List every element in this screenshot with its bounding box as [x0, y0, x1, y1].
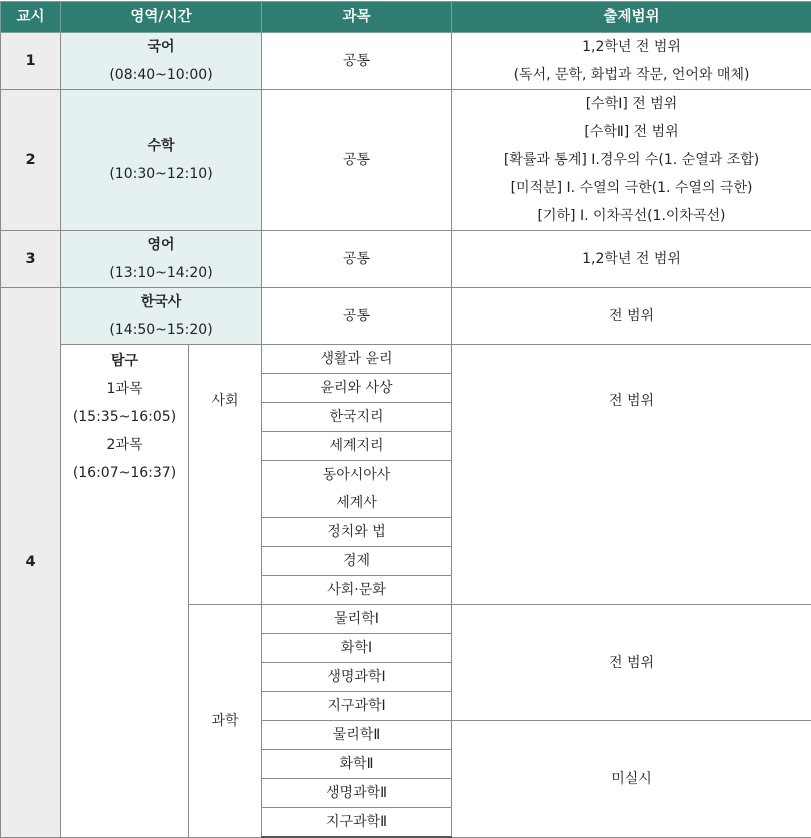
area-name: 수학	[61, 132, 261, 160]
header-area-time: 영역/시간	[61, 2, 262, 33]
period-1-row	[1, 33, 811, 90]
period-3-number: 3	[1, 231, 61, 288]
subject-cell: 세계지리	[262, 432, 452, 461]
period-3-area	[61, 231, 262, 288]
area-time: (14:50~15:20)	[61, 316, 261, 344]
area-time: (08:40~10:00)	[61, 61, 261, 89]
science-label: 과학	[189, 605, 262, 838]
period-2-range	[452, 90, 811, 231]
header-period: 교시	[1, 2, 61, 33]
inquiry-line: 1과목	[61, 375, 188, 403]
subject-cell: 생활과 윤리	[262, 345, 452, 374]
period-3-range: 1,2학년 전 범위	[452, 231, 811, 288]
period-4-number: 4	[1, 288, 61, 838]
period-2-number: 2	[1, 90, 61, 231]
social-label: 사회	[189, 345, 262, 605]
subject-cell: 생명과학Ⅱ	[262, 779, 452, 808]
subject-cell: 화학Ⅱ	[262, 750, 452, 779]
subject-cell: 지구과학Ⅱ	[262, 808, 452, 838]
range-line: (독서, 문학, 화법과 작문, 언어와 매체)	[452, 61, 811, 89]
area-name: 영어	[61, 231, 261, 259]
header-subject: 과목	[262, 2, 452, 33]
area-time: (10:30~12:10)	[61, 160, 261, 188]
period-4-history-subject: 공통	[262, 288, 452, 345]
inquiry-line: (15:35~16:05)	[61, 403, 188, 431]
range-line: [확률과 통계] Ⅰ.경우의 수(1. 순열과 조합)	[452, 146, 811, 174]
subject-cell: 윤리와 사상	[262, 374, 452, 403]
subject-cell: 정치와 법	[262, 518, 452, 547]
period-3-row	[1, 231, 811, 288]
subject-cell: 생명과학Ⅰ	[262, 663, 452, 692]
range-line: 1,2학년 전 범위	[452, 33, 811, 61]
range-line: [기하] Ⅰ. 이차곡선(1.이차곡선)	[452, 202, 811, 230]
area-time: (13:10~14:20)	[61, 259, 261, 287]
period-4-history-area	[61, 288, 262, 345]
subject-cell: 동아시아사	[262, 461, 452, 490]
range-line: [미적분] Ⅰ. 수열의 극한(1. 수열의 극한)	[452, 174, 811, 202]
area-name: 한국사	[61, 288, 261, 316]
science-range-1: 전 범위	[452, 605, 811, 721]
subject-cell: 사회·문화	[262, 576, 452, 605]
period-4-history-range: 전 범위	[452, 288, 811, 345]
inquiry-line: (16:07~16:37)	[61, 459, 188, 487]
social-range: 전 범위	[452, 345, 811, 605]
period-2-row	[1, 90, 811, 231]
period-1-range	[452, 33, 811, 90]
period-1-number: 1	[1, 33, 61, 90]
exam-schedule-table	[0, 1, 811, 838]
period-4-history-row	[1, 288, 811, 345]
area-name: 탐구	[61, 347, 188, 375]
inquiry-line: 2과목	[61, 431, 188, 459]
subject-cell: 경제	[262, 547, 452, 576]
area-name: 국어	[61, 33, 261, 61]
header-range: 출제범위	[452, 2, 811, 33]
range-line: [수학Ⅱ] 전 범위	[452, 118, 811, 146]
subject-cell: 세계사	[262, 489, 452, 518]
period-2-subject: 공통	[262, 90, 452, 231]
subject-cell: 물리학Ⅰ	[262, 605, 452, 634]
header-row	[1, 2, 811, 33]
subject-cell: 지구과학Ⅰ	[262, 692, 452, 721]
subject-cell: 한국지리	[262, 403, 452, 432]
period-3-subject: 공통	[262, 231, 452, 288]
inquiry-area	[61, 345, 189, 838]
social-row	[1, 345, 811, 374]
period-2-area	[61, 90, 262, 231]
subject-cell: 화학Ⅰ	[262, 634, 452, 663]
science-range-2: 미실시	[452, 721, 811, 838]
range-line: [수학Ⅰ] 전 범위	[452, 90, 811, 118]
subject-cell: 물리학Ⅱ	[262, 721, 452, 750]
period-1-area	[61, 33, 262, 90]
period-1-subject: 공통	[262, 33, 452, 90]
